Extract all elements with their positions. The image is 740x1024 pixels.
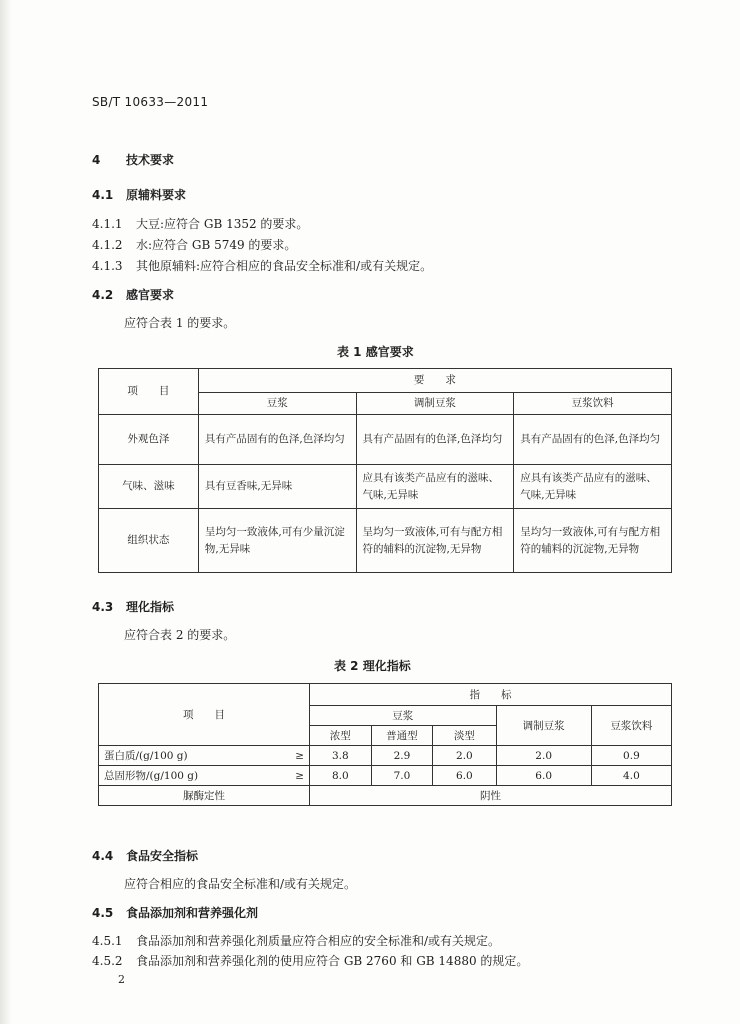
table2-cell: 8.0 — [310, 766, 372, 786]
table1-cell: 具有产品固有的色泽,色泽均匀 — [356, 415, 514, 465]
clause-4-5-1: 4.5.1 食品添加剂和营养强化剂质量应符合相应的安全标准和/或有关规定。 — [92, 934, 501, 948]
doc-code-header: SB/T 10633—2011 — [92, 95, 209, 109]
section-4-3-heading: 4.3 理化指标 — [92, 600, 175, 614]
table1-item-header: 项 目 — [99, 369, 199, 415]
table2-cell: 0.9 — [591, 746, 671, 766]
table1-row-label: 气味、滋味 — [99, 465, 199, 509]
table1-cell: 呈均匀一致液体,可有少量沉淀物,无异味 — [198, 509, 356, 573]
table-row — [99, 786, 672, 806]
section-4-1-heading: 4.1 原辅料要求 — [92, 188, 187, 202]
table2-row-label: 总固形物/(g/100 g) — [99, 766, 251, 786]
table2-col-tiaozhi: 调制豆浆 — [496, 706, 591, 746]
table-row — [99, 766, 672, 786]
table2-cell: 2.0 — [433, 746, 496, 766]
table1-col-tiaozhi: 调制豆浆 — [356, 393, 514, 415]
section-4-4-heading: 4.4 食品安全指标 — [92, 849, 199, 863]
table-row — [99, 684, 672, 706]
table1-cell: 具有产品固有的色泽,色泽均匀 — [198, 415, 356, 465]
clause-4-1-3: 4.1.3 其他原辅料:应符合相应的食品安全标准和/或有关规定。 — [92, 259, 433, 273]
table1-col-doujiang: 豆浆 — [198, 393, 356, 415]
section-4-3-body: 应符合表 2 的要求。 — [124, 628, 236, 642]
table1-row-label: 组织状态 — [99, 509, 199, 573]
table2-row-label: 蛋白质/(g/100 g) — [99, 746, 251, 766]
table2-index-header: 指 标 — [310, 684, 672, 706]
table-2-caption: 表 2 理化指标 — [334, 659, 411, 673]
table2-cell: 阴性 — [310, 786, 672, 806]
table2-cell: 2.0 — [496, 746, 591, 766]
table2-row-op: ≥ — [251, 766, 310, 786]
table2-row-label: 脲酶定性 — [99, 786, 310, 806]
table2-sub-dan: 淡型 — [433, 726, 496, 746]
table2-sub-nong: 浓型 — [310, 726, 372, 746]
table2-row-op: ≥ — [251, 746, 310, 766]
section-4-5-heading: 4.5 食品添加剂和营养强化剂 — [92, 906, 259, 920]
table1-cell: 应具有该类产品应有的滋味、气味,无异味 — [356, 465, 514, 509]
table1-col-yinliao: 豆浆饮料 — [514, 393, 672, 415]
table2-col-doujiang: 豆浆 — [310, 706, 497, 726]
table-row — [99, 746, 672, 766]
table-row — [99, 415, 672, 465]
table1-cell: 具有豆香味,无异味 — [198, 465, 356, 509]
section-4-heading: 4 技术要求 — [92, 153, 175, 167]
table2-cell: 4.0 — [591, 766, 671, 786]
table-row — [99, 465, 672, 509]
table1-cell: 应具有该类产品应有的滋味、气味,无异味 — [514, 465, 672, 509]
section-4-4-body: 应符合相应的食品安全标准和/或有关规定。 — [124, 877, 357, 891]
table1-cell: 具有产品固有的色泽,色泽均匀 — [514, 415, 672, 465]
clause-4-5-2: 4.5.2 食品添加剂和营养强化剂的使用应符合 GB 2760 和 GB 14880 的规定。 — [92, 954, 529, 968]
table2-cell: 6.0 — [496, 766, 591, 786]
table2-cell: 6.0 — [433, 766, 496, 786]
table1-row-label: 外观色泽 — [99, 415, 199, 465]
table-row — [99, 509, 672, 573]
table2-cell: 3.8 — [310, 746, 372, 766]
table1-cell: 呈均匀一致液体,可有与配方相符的辅料的沉淀物,无异物 — [356, 509, 514, 573]
table2-cell: 2.9 — [371, 746, 433, 766]
clause-4-1-2: 4.1.2 水:应符合 GB 5749 的要求。 — [92, 238, 297, 252]
table2-cell: 7.0 — [371, 766, 433, 786]
scan-edge-shadow — [0, 0, 12, 1024]
clause-4-1-1: 4.1.1 大豆:应符合 GB 1352 的要求。 — [92, 217, 309, 231]
table2-item-header: 项 目 — [99, 684, 310, 746]
section-4-2-body: 应符合表 1 的要求。 — [124, 316, 236, 330]
table-1-caption: 表 1 感官要求 — [337, 345, 414, 359]
table1-cell: 呈均匀一致液体,可有与配方相符的辅料的沉淀物,无异物 — [514, 509, 672, 573]
table-2-physicochemical — [98, 683, 672, 806]
table2-sub-putong: 普通型 — [371, 726, 433, 746]
table-1-sensory — [98, 368, 672, 573]
table1-req-header: 要 求 — [198, 369, 671, 393]
table2-col-yinliao: 豆浆饮料 — [591, 706, 671, 746]
table-row — [99, 369, 672, 393]
page-number: 2 — [118, 973, 125, 986]
section-4-2-heading: 4.2 感官要求 — [92, 288, 175, 302]
